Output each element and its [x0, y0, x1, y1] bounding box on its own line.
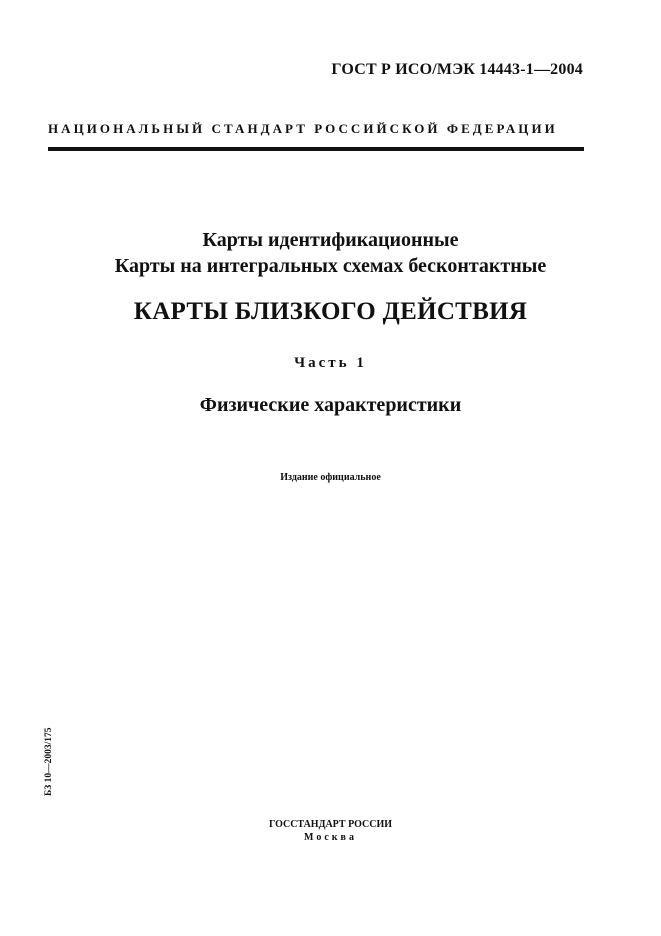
- publisher: ГОССТАНДАРТ РОССИИ: [268, 819, 393, 830]
- document-code: ГОСТ Р ИСО/МЭК 14443-1—2004: [331, 61, 583, 78]
- title-line-2: Карты на интегральных схемах бесконтактные: [114, 255, 547, 277]
- side-stamp: БЗ 10—2003/175: [44, 727, 54, 796]
- part-label: Часть 1: [294, 355, 367, 371]
- standard-line: НАЦИОНАЛЬНЫЙ СТАНДАРТ РОССИЙСКОЙ ФЕДЕРАЦИИ: [48, 121, 558, 136]
- edition-label: Издание официальное: [280, 472, 381, 483]
- city: Москва: [304, 832, 357, 843]
- main-title: КАРТЫ БЛИЗКОГО ДЕЙСТВИЯ: [133, 298, 528, 325]
- title-line-1: Карты идентификационные: [202, 229, 459, 251]
- header-divider: [48, 147, 584, 151]
- subtitle: Физические характеристики: [199, 394, 462, 416]
